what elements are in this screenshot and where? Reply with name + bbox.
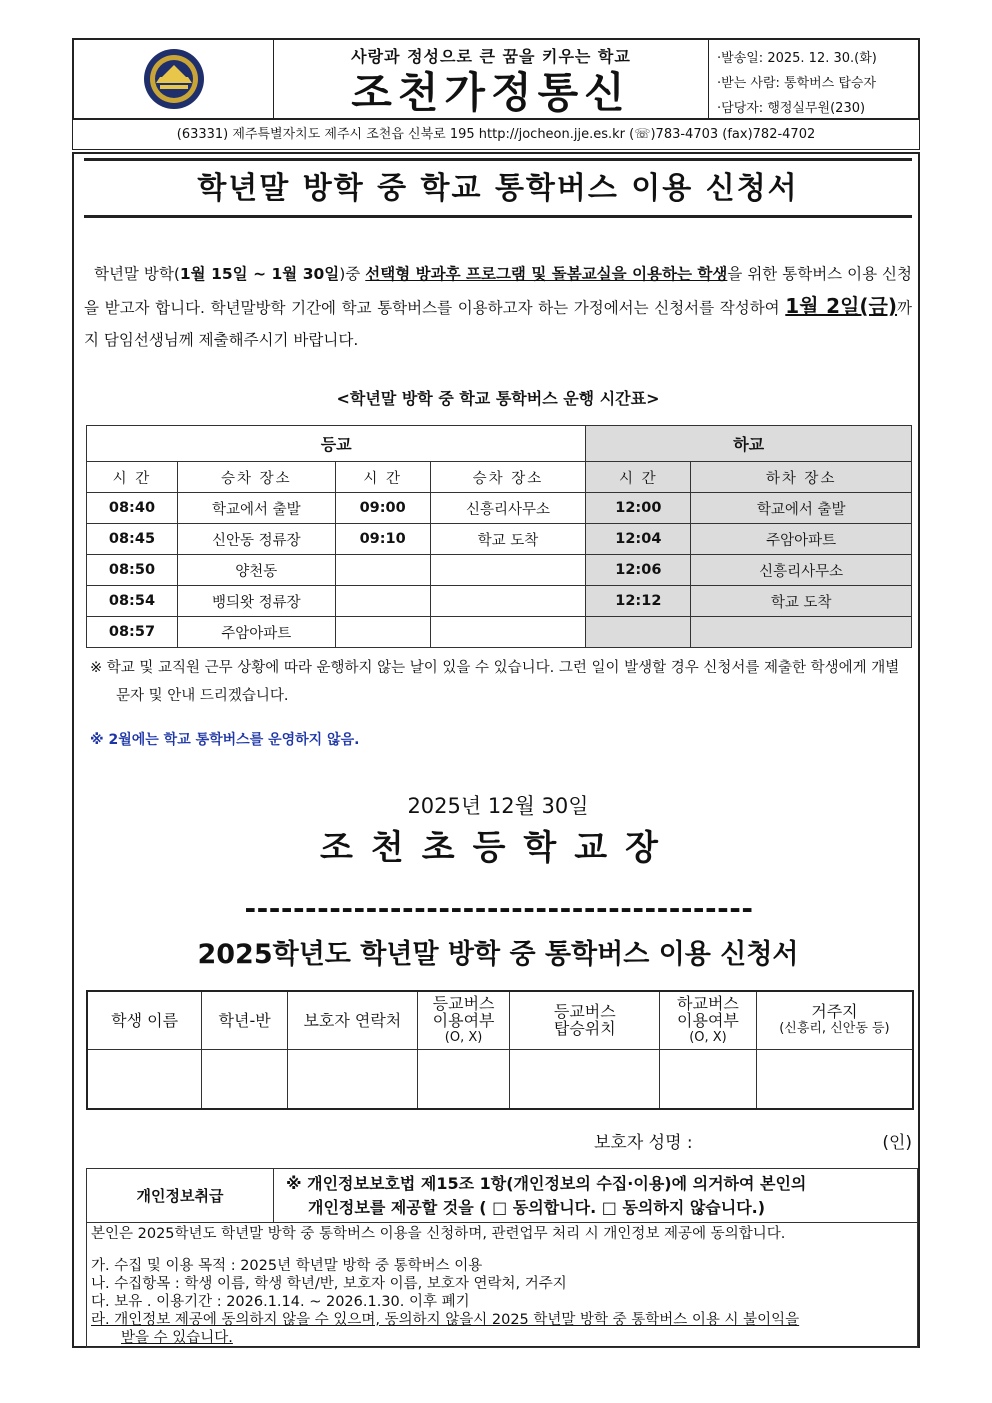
place-cell: 양천동 bbox=[177, 555, 335, 586]
header-line: 거주지 bbox=[811, 1002, 858, 1022]
logo-cell bbox=[74, 40, 274, 118]
consent-checkboxes[interactable]: 개인정보를 제공할 것을 ( □ 동의합니다. □ 동의하지 않습니다.) bbox=[308, 1198, 766, 1217]
issue-meta bbox=[709, 40, 918, 118]
application-form-title: 2025학년도 학년말 방학 중 통학버스 이용 신청서 bbox=[197, 939, 799, 970]
place-cell bbox=[430, 617, 586, 648]
bus-timetable bbox=[86, 425, 912, 648]
time-cell: 12:00 bbox=[586, 493, 691, 524]
seal-mark[interactable]: (인) bbox=[882, 1133, 912, 1153]
privacy-label: 개인정보취급 bbox=[87, 1169, 274, 1222]
target-students: 선택형 방과후 프로그램 및 돌봄교실을 이용하는 학생 bbox=[365, 265, 728, 283]
contact-person: ·담당자: 행정실무원(230) bbox=[717, 101, 866, 116]
student-name-field[interactable] bbox=[87, 1049, 202, 1109]
time-cell: 08:45 bbox=[87, 524, 178, 555]
privacy-law-text bbox=[274, 1169, 917, 1222]
time-cell: 09:10 bbox=[335, 524, 430, 555]
intro-text: 을 위한 통학버스 이용 신청을 받고자 합니다. 학년말방학 기간에 학교 통학버스를 이용하고자 하는 가정에서는 신청서를 작성하여 bbox=[84, 265, 912, 317]
intro-text: )중 bbox=[339, 265, 366, 283]
time-cell: 12:06 bbox=[586, 555, 691, 586]
grade-class-field[interactable] bbox=[202, 1049, 288, 1109]
place-cell: 신안동 정류장 bbox=[177, 524, 335, 555]
outbound-header: 하교 bbox=[586, 426, 912, 462]
document-title: 학년말 방학 중 학교 통학버스 이용 신청서 bbox=[84, 158, 912, 218]
column-header: 하차 장소 bbox=[691, 462, 912, 493]
form-header-name: 학생 이름 bbox=[87, 991, 202, 1049]
form-header-phone: 보호자 연락처 bbox=[288, 991, 418, 1049]
privacy-consent-row bbox=[87, 1169, 917, 1223]
table-row bbox=[87, 493, 912, 524]
time-cell: 08:54 bbox=[87, 586, 178, 617]
header-line: 이용여부 bbox=[432, 1010, 495, 1030]
header-line: (O, X) bbox=[444, 1029, 483, 1045]
intro-text: 까지 담임선생님께 제출해주시기 바랍니다. bbox=[84, 299, 912, 349]
time-cell: 12:04 bbox=[586, 524, 691, 555]
privacy-section bbox=[86, 1168, 918, 1348]
place-cell: 신흥리사무소 bbox=[691, 555, 912, 586]
title-cell bbox=[274, 40, 709, 118]
timetable-title: <학년말 방학 중 학교 통학버스 운행 시간표> bbox=[336, 389, 660, 408]
header-line: 등교버스 bbox=[553, 1002, 616, 1022]
table-row bbox=[87, 555, 912, 586]
form-header-inbound-stop bbox=[510, 991, 660, 1049]
february-note: ※ 2월에는 학교 통학버스를 운영하지 않음. bbox=[90, 732, 360, 748]
inbound-header: 등교 bbox=[87, 426, 586, 462]
place-cell: 주암아파트 bbox=[691, 524, 912, 555]
time-cell: 08:57 bbox=[87, 617, 178, 648]
place-cell bbox=[430, 586, 586, 617]
submission-deadline: 1월 2일(금) bbox=[785, 294, 898, 318]
purpose-item: 가. 수집 및 이용 목적 : 2025년 학년말 방학 중 통학버스 이용 bbox=[91, 1258, 483, 1274]
retention-period: 다. 보유 . 이용기간 : 2026.1.14. ~ 2026.1.30. 이후 폐기 bbox=[91, 1294, 470, 1310]
guardian-signature-label: 보호자 성명 : bbox=[594, 1133, 693, 1153]
header-line: 이용여부 bbox=[677, 1010, 739, 1030]
inbound-stop-field[interactable] bbox=[510, 1049, 660, 1109]
column-header: 승차 장소 bbox=[430, 462, 586, 493]
document-body bbox=[72, 152, 920, 1348]
place-cell: 신흥리사무소 bbox=[430, 493, 586, 524]
intro-text: 학년말 방학( bbox=[93, 265, 180, 283]
place-cell: 학교 도착 bbox=[430, 524, 586, 555]
issue-date-line: 2025년 12월 30일 bbox=[407, 794, 589, 818]
refusal-notice: 라. 개인정보 제공에 동의하지 않을 수 있으며, 동의하지 않을시 2025 학년말 방학 중 통학버스 이용 시 불이익을 bbox=[91, 1312, 800, 1328]
newsletter-header bbox=[72, 38, 920, 120]
guardian-signature bbox=[594, 1128, 912, 1153]
vacation-period: 1월 15일 ~ 1월 30일 bbox=[179, 265, 340, 283]
residence-field[interactable] bbox=[756, 1049, 913, 1109]
intro-paragraph bbox=[84, 258, 912, 356]
application-form-table bbox=[86, 990, 914, 1110]
form-header-grade: 학년-반 bbox=[202, 991, 288, 1049]
privacy-details bbox=[87, 1223, 917, 1347]
school-emblem-icon bbox=[142, 47, 206, 111]
place-cell bbox=[430, 555, 586, 586]
form-header-inbound-use bbox=[417, 991, 510, 1049]
time-cell bbox=[335, 617, 430, 648]
refusal-notice-cont: 받을 수 있습니다. bbox=[121, 1330, 233, 1346]
inbound-use-field[interactable] bbox=[417, 1049, 510, 1109]
column-header: 시 간 bbox=[87, 462, 178, 493]
header-line: 하교버스 bbox=[677, 993, 739, 1013]
place-cell: 학교에서 출발 bbox=[691, 493, 912, 524]
place-cell: 주암아파트 bbox=[177, 617, 335, 648]
guardian-phone-field[interactable] bbox=[288, 1049, 418, 1109]
time-cell: 12:12 bbox=[586, 586, 691, 617]
form-header-outbound-use bbox=[660, 991, 757, 1049]
form-header-residence bbox=[756, 991, 913, 1049]
school-address: (63331) 제주특별자치도 제주시 조천읍 신북로 195 http://jocheon.jje.es.kr (☏)783-4703 (fax)782-4702 bbox=[72, 120, 920, 150]
operation-note: ※ 학교 및 교직원 근무 상황에 따라 운행하지 않는 날이 있을 수 있습니다. 그런 일이 발생할 경우 신청서를 제출한 학생에게 개별 문자 및 안내 드리겠습니다. bbox=[90, 660, 900, 704]
place-cell: 학교 도착 bbox=[691, 586, 912, 617]
issue-date: ·발송일: 2025. 12. 30.(화) bbox=[717, 51, 877, 66]
time-cell: 08:50 bbox=[87, 555, 178, 586]
table-row bbox=[87, 524, 912, 555]
table-row bbox=[87, 586, 912, 617]
header-line: (신흥리, 신안동 등) bbox=[779, 1021, 890, 1037]
newsletter-title: 조천가정통신 bbox=[351, 68, 631, 117]
time-cell: 09:00 bbox=[335, 493, 430, 524]
time-cell bbox=[335, 586, 430, 617]
time-cell bbox=[335, 555, 430, 586]
header-line: 탑승위치 bbox=[553, 1019, 616, 1039]
cut-line: ------------------------------------------ bbox=[244, 894, 754, 924]
law-line: ※ 개인정보보호법 제15조 1항(개인정보의 수집·이용)에 의거하여 본인의 bbox=[286, 1174, 807, 1193]
recipient: ·받는 사람: 통학버스 탑승자 bbox=[717, 76, 877, 91]
principal-signature: 조천초등학교장 bbox=[320, 828, 676, 868]
time-cell: 08:40 bbox=[87, 493, 178, 524]
column-header: 시 간 bbox=[335, 462, 430, 493]
place-cell: 학교에서 출발 bbox=[177, 493, 335, 524]
table-row bbox=[87, 617, 912, 648]
notes bbox=[90, 654, 916, 754]
column-header: 시 간 bbox=[586, 462, 691, 493]
time-cell bbox=[586, 617, 691, 648]
outbound-use-field[interactable] bbox=[660, 1049, 757, 1109]
consent-statement: 본인은 2025학년도 학년말 방학 중 통학버스 이용을 신청하며, 관련업무 처리 시 개인정보 제공에 동의합니다. bbox=[91, 1226, 786, 1242]
column-header: 승차 장소 bbox=[177, 462, 335, 493]
place-cell: 뱅듸왓 정류장 bbox=[177, 586, 335, 617]
header-line: (O, X) bbox=[689, 1029, 727, 1045]
place-cell bbox=[691, 617, 912, 648]
collected-items: 나. 수집항목 : 학생 이름, 학생 학년/반, 보호자 이름, 보호자 연락처, 거주지 bbox=[91, 1276, 567, 1292]
school-slogan: 사랑과 정성으로 큰 꿈을 키우는 학교 bbox=[351, 47, 631, 66]
header-line: 등교버스 bbox=[432, 993, 495, 1013]
